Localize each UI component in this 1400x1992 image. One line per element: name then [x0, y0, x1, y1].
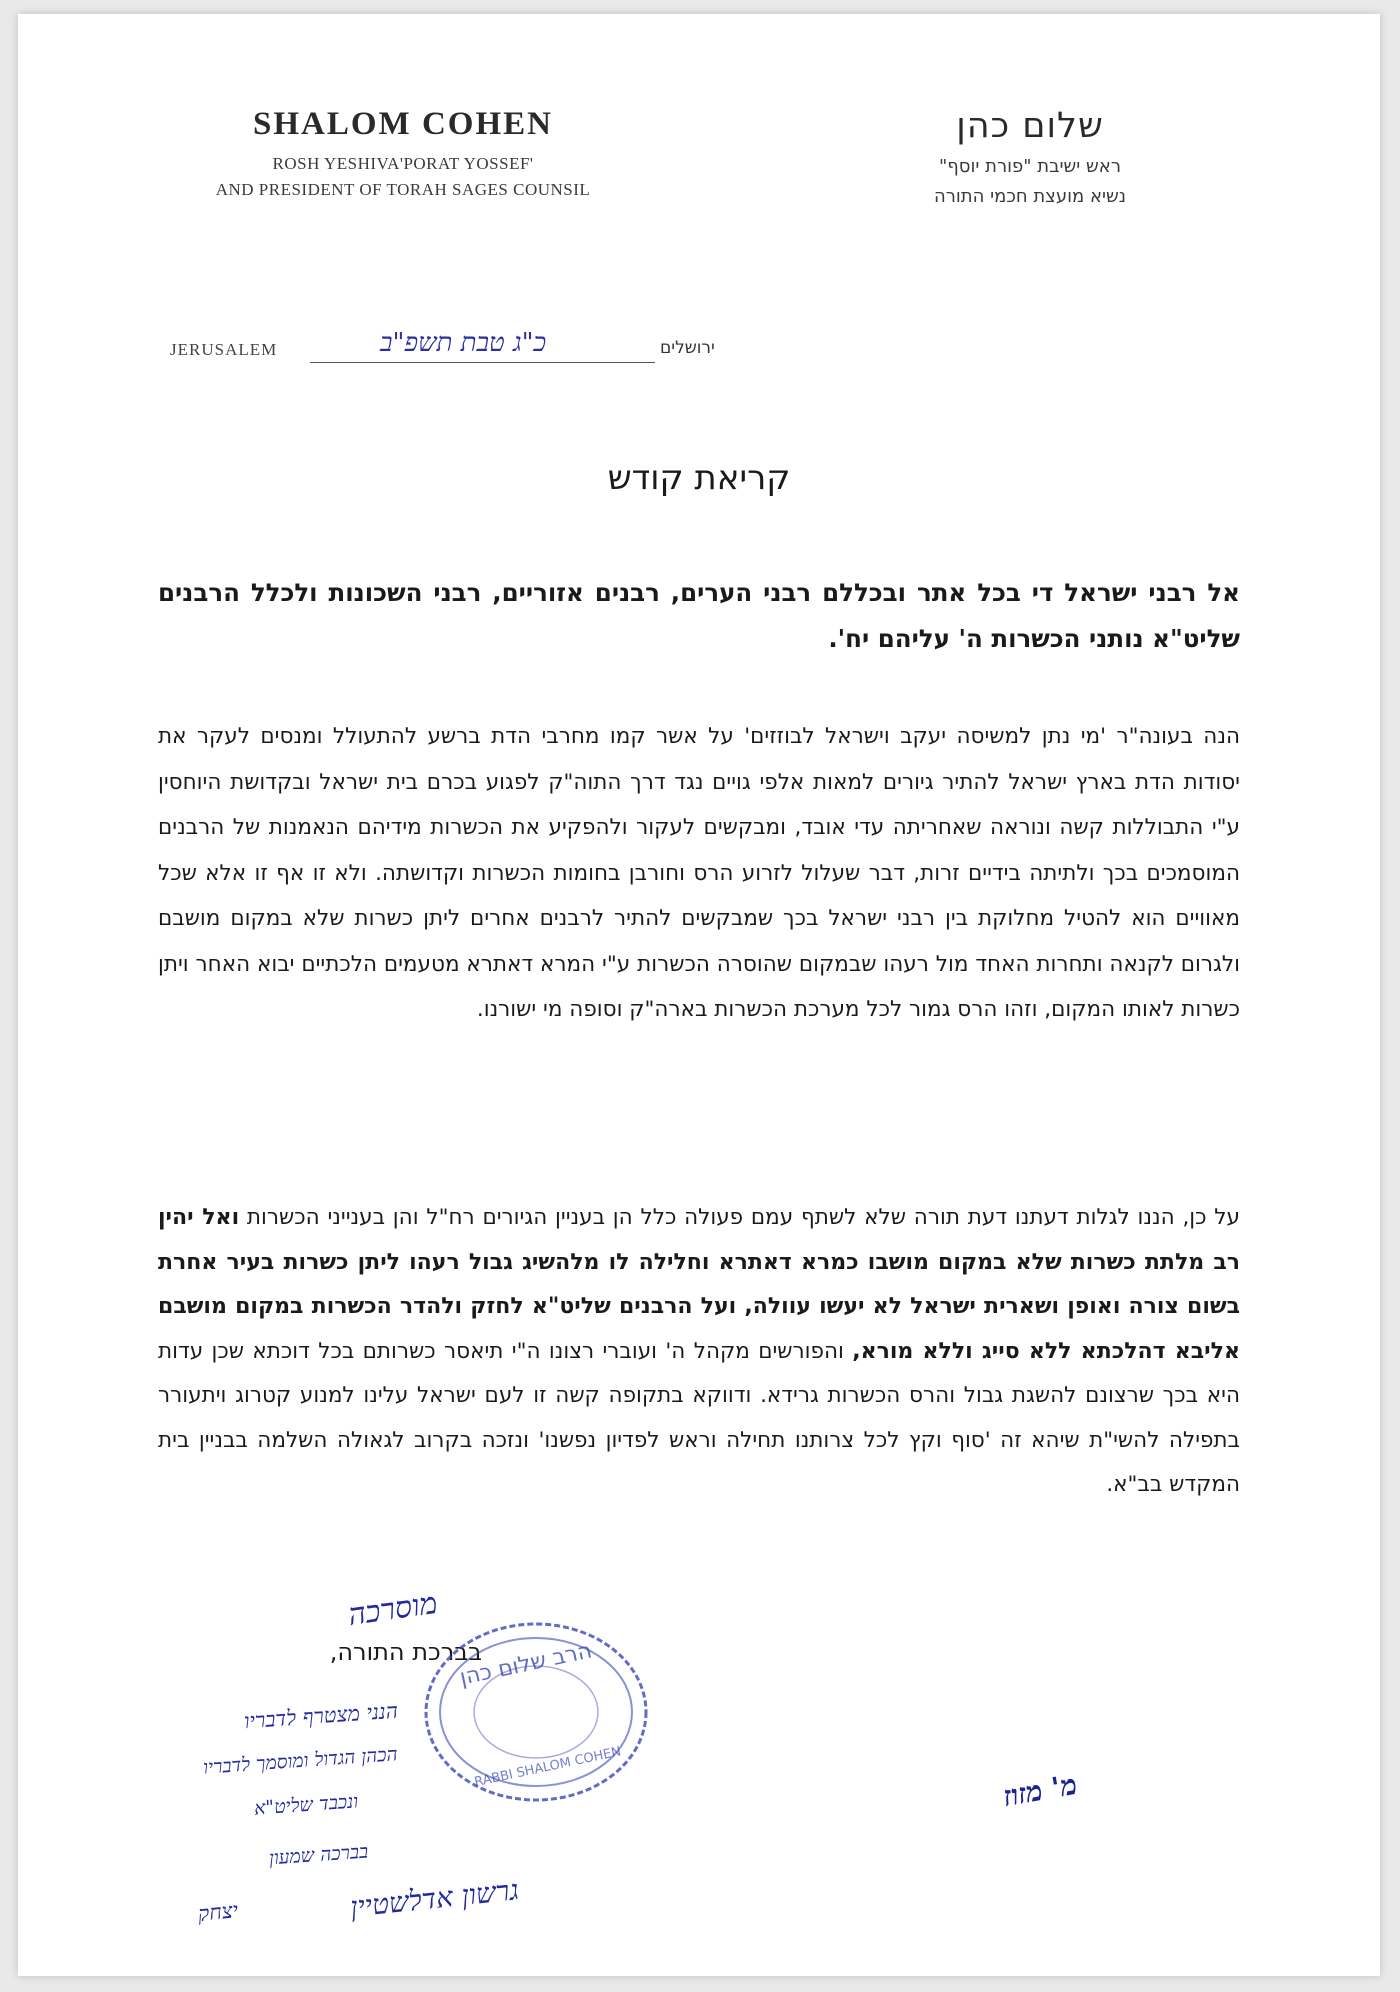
- paragraph-2-bold: ואל יהין רב מלתת כשרות שלא במקום מושבו כמרא דאתרא וחלילה לו מלהשיג גבול רעהו ליתן כשרות בעיר אחרת בשום צורה ואופן ושארית ישראל לא יעשו עוולה, ועל הרבנים שליט"א לחזק ולהדר הכשרות במקום מושבם אליבא דהלכתא ללא סייג וללא מורא,: [158, 1205, 1240, 1364]
- letter-address: אל רבני ישראל די בכל אתר ובכללם רבני הערים, רבנים אזוריים, רבני השכונות ולכלל הרבנים שליט"א נותני הכשרות ה' עליהם יח'.: [158, 578, 1240, 653]
- closing-handwriting: מוסרכה: [346, 1585, 440, 1634]
- letterhead-en-name: SHALOM COHEN: [253, 106, 553, 142]
- letterhead-hebrew: [850, 106, 1210, 212]
- handwritten-line-5: יצחק: [196, 1897, 240, 1927]
- signature-2: מ' מזוז: [1000, 1767, 1080, 1814]
- letterhead-en-line2: AND PRESIDENT OF TORAH SAGES COUNSIL: [215, 180, 591, 199]
- paragraph-2: [158, 1196, 1240, 1508]
- handwritten-endorsements: [58, 1698, 399, 1974]
- date-rule: [310, 362, 655, 363]
- rabbi-stamp: [416, 1612, 656, 1812]
- paragraph-2-part1: על כן, הננו לגלות דעתנו דעת תורה שלא לשתף עמם פעולה כלל הן בעניין הגיורים רח"ל והן בענייני הכשרות: [239, 1205, 1240, 1230]
- signature-1: גרשון אדלשטיין: [348, 1873, 521, 1924]
- handwritten-line-4: בברכה שמעון: [268, 1840, 369, 1870]
- stamp-hebrew-text: הרב שלום כהן: [457, 1638, 595, 1691]
- handwritten-date: כ"ג טבת תשפ"ב: [380, 328, 547, 358]
- closing: בברכת התורה,: [329, 1638, 482, 1666]
- city-hebrew: ירושלים: [660, 338, 715, 358]
- paragraph-2-part2: והפורשים מקהל ה' ועוברי רצונו ה"י תיאסר כשרותם בכל דוכתא שכן עדות היא בכך שרצונם להשגת גבול והרס הכשרות גרידא. ודווקא בתקופה קשה זו לעם ישראל עלינו למנוע קטרוג ויתעורר בתפילה להשי"ת שיהא זה 'סוף וקץ לכל צרותנו תחילה וראש לפדיון נפשנו' ונזכה בקרוב לגאולה השלמה בבניין בית המקדש בב"א.: [158, 1338, 1240, 1497]
- letter-page: [18, 14, 1380, 1976]
- handwritten-line-3: ונכבד שליט"א: [253, 1790, 359, 1820]
- letterhead-he-line2: נשיא מועצת חכמי התורה: [933, 186, 1127, 207]
- paragraph-1: הנה בעונה"ר 'מי נתן למשיסה יעקב וישראל לבוזזים' על אשר קמו מחרבי הדת ברשע להתעולל ומנסים לעקר את יסודות הדת בארץ ישראל להתיר גיורים למאות אלפי גויים נגד דרך התוה"ק לפגוע בכרם בית ישראל ובקדושת היוחסין ע"י התבוללות קשה ונוראה שאחריתה עדי אובד, ומבקשים לעקור ולהפקיע את הכשרות מידיהם הנאמנות של הרבנים המוסמכים בכך ולתיתה בידיים זרות, דבר שעלול לזרוע הרס וחורבן בחומות הכשרות וקדושתה. ולא זו אף זו אלא שכל מאוויים הוא להטיל מחלוקת בין רבני ישראל בכך שמבקשים להתיר לרבנים אחרים ליתן כשרות שלא במקום מושבם ולגרום לקנאה ותחרות האחד מול רעהו שבמקום שהוסרה הכשרות ע"י המרא דאתרא מטעמים הלכתיים יבוא האחר ויתן כשרות לאותו המקום, וזהו הרס גמור לכל מערכת הכשרות בארה"ק וסופה מי ישורנו.: [158, 724, 1240, 1022]
- dateline: [150, 328, 715, 374]
- letterhead-he-line1: ראש ישיבת "פורת יוסף": [939, 156, 1121, 177]
- letterhead-he-name: שלום כהן: [956, 106, 1104, 146]
- stamp-english-text: RABBI SHALOM COHEN: [473, 1744, 623, 1791]
- letter-title: קריאת קודש: [607, 458, 791, 498]
- city-english: JERUSALEM: [170, 340, 278, 359]
- letterhead-en-line1: ROSH YESHIVA'PORAT YOSSEF': [272, 154, 534, 173]
- handwritten-line-2: הכהן הגדול ומוסמך לדבריו: [202, 1743, 399, 1779]
- handwritten-line-1: הנני מצטרף לדבריו: [243, 1698, 399, 1734]
- letterhead-english: [168, 106, 638, 203]
